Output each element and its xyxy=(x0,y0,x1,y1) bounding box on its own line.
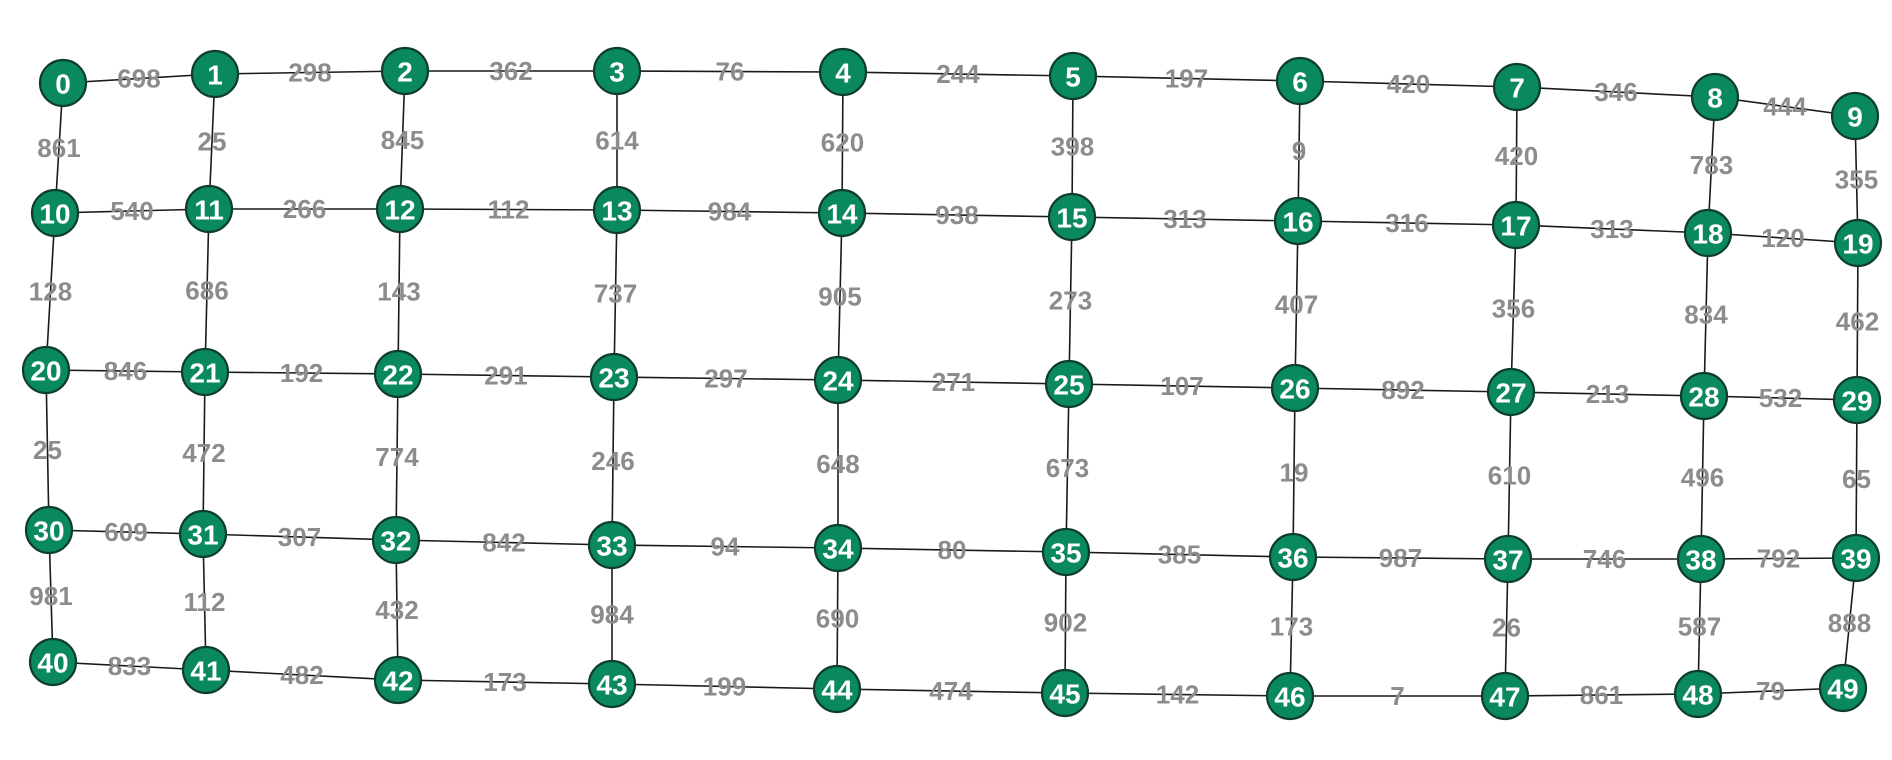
edge-weight-label: 316 xyxy=(1385,208,1429,238)
edge-weight-label: 792 xyxy=(1756,543,1801,574)
edge-weight-label: 65 xyxy=(1842,464,1871,494)
edge-weight-label: 76 xyxy=(715,56,745,87)
node-label: 39 xyxy=(1840,543,1872,575)
edge-weight-label: 19 xyxy=(1279,457,1309,488)
edge-weight-label: 173 xyxy=(1269,611,1314,642)
node-label: 21 xyxy=(189,357,221,389)
edge-weight-label: 313 xyxy=(1163,204,1207,234)
edge-weight-label: 246 xyxy=(591,446,635,476)
edge-weight-label: 981 xyxy=(29,581,73,611)
edge-weight-label: 614 xyxy=(595,125,639,156)
node-33 xyxy=(589,522,635,568)
node-label: 5 xyxy=(1065,61,1081,93)
edge-weight-label: 94 xyxy=(710,531,740,562)
node-12 xyxy=(377,186,423,232)
node-label: 37 xyxy=(1492,544,1524,576)
node-19 xyxy=(1835,220,1881,266)
edge-weight-label: 120 xyxy=(1761,223,1805,253)
node-label: 38 xyxy=(1685,544,1717,576)
edge-weight-label: 905 xyxy=(818,281,862,312)
node-label: 4 xyxy=(835,57,851,89)
node-label: 27 xyxy=(1495,377,1527,409)
node-10 xyxy=(32,190,78,236)
edge-weight-label: 142 xyxy=(1155,679,1200,710)
node-43 xyxy=(589,661,635,707)
edge-weight-label: 9 xyxy=(1291,136,1307,166)
node-label: 3 xyxy=(609,56,625,88)
edge-weight-label: 297 xyxy=(704,363,748,394)
node-37 xyxy=(1485,536,1531,582)
edge-weight-label: 472 xyxy=(182,438,226,468)
edge-weight-label: 213 xyxy=(1585,379,1630,409)
edge-weight-label: 143 xyxy=(377,276,421,307)
node-label: 12 xyxy=(384,194,416,226)
node-27 xyxy=(1488,369,1534,415)
edge-weight-label: 984 xyxy=(707,196,752,227)
edge-weight-label: 686 xyxy=(185,275,229,306)
edge-weight-label: 356 xyxy=(1491,293,1536,324)
edge-weight-label: 173 xyxy=(483,667,527,697)
node-24 xyxy=(815,357,861,403)
edge-weight-label: 80 xyxy=(937,535,967,565)
node-15 xyxy=(1049,194,1095,240)
node-21 xyxy=(182,349,228,395)
edge-weight-label: 291 xyxy=(484,360,528,391)
node-0 xyxy=(40,60,86,106)
edge-weight-label: 25 xyxy=(33,435,62,465)
node-label: 10 xyxy=(39,198,71,230)
node-25 xyxy=(1046,361,1092,407)
edge-weight-label: 892 xyxy=(1381,375,1425,405)
node-label: 43 xyxy=(596,669,628,701)
edge-weight-label: 313 xyxy=(1590,214,1634,244)
node-4 xyxy=(820,49,866,95)
node-label: 47 xyxy=(1489,681,1521,713)
node-42 xyxy=(375,657,421,703)
node-49 xyxy=(1820,665,1866,711)
node-label: 9 xyxy=(1847,101,1863,133)
node-label: 24 xyxy=(822,365,854,397)
edge-weight-label: 444 xyxy=(1763,91,1807,122)
node-label: 49 xyxy=(1827,673,1859,705)
node-label: 26 xyxy=(1279,373,1311,405)
node-label: 20 xyxy=(30,355,62,387)
edge-weight-label: 540 xyxy=(110,196,154,226)
node-label: 23 xyxy=(598,362,630,394)
node-13 xyxy=(594,187,640,233)
node-34 xyxy=(815,525,861,571)
node-label: 46 xyxy=(1274,681,1306,713)
node-22 xyxy=(375,351,421,397)
edge-weight-label: 244 xyxy=(936,59,980,89)
edge-weight-label: 273 xyxy=(1048,285,1093,316)
edge-weight-label: 197 xyxy=(1164,63,1209,94)
edge-weight-label: 420 xyxy=(1386,69,1431,99)
edge-weight-label: 783 xyxy=(1689,150,1734,180)
node-17 xyxy=(1493,202,1539,248)
edge-weight-label: 861 xyxy=(1579,680,1624,710)
edge-weight-label: 833 xyxy=(107,651,152,681)
edge-weight-label: 420 xyxy=(1494,141,1539,171)
node-label: 6 xyxy=(1292,66,1308,98)
edge-weight-label: 266 xyxy=(282,194,327,224)
edge-weight-label: 307 xyxy=(277,522,322,552)
node-label: 32 xyxy=(380,525,412,557)
edge-weight-label: 737 xyxy=(593,278,638,309)
node-1 xyxy=(192,51,238,97)
node-label: 19 xyxy=(1842,228,1874,260)
edge-weight-label: 271 xyxy=(931,367,976,397)
edge-weight-label: 398 xyxy=(1050,131,1095,162)
node-5 xyxy=(1050,53,1096,99)
edge-weight-label: 496 xyxy=(1680,462,1725,493)
node-label: 16 xyxy=(1282,206,1314,238)
node-label: 34 xyxy=(822,533,854,565)
node-label: 36 xyxy=(1277,542,1309,574)
node-32 xyxy=(373,517,419,563)
node-label: 48 xyxy=(1682,679,1714,711)
node-36 xyxy=(1270,534,1316,580)
edge-weight-label: 834 xyxy=(1684,299,1728,330)
node-label: 41 xyxy=(190,655,222,687)
node-label: 25 xyxy=(1053,369,1085,401)
node-44 xyxy=(814,666,860,712)
edge-weight-label: 902 xyxy=(1043,607,1088,638)
node-label: 2 xyxy=(397,56,413,88)
edge-weight-label: 355 xyxy=(1834,164,1879,195)
edge-weight-label: 938 xyxy=(935,200,979,230)
node-label: 33 xyxy=(596,530,628,562)
node-16 xyxy=(1275,198,1321,244)
edge-weight-label: 107 xyxy=(1160,371,1204,401)
edge-weight-label: 192 xyxy=(279,358,324,388)
node-label: 40 xyxy=(37,647,69,679)
node-7 xyxy=(1494,64,1540,110)
edge-weight-label: 199 xyxy=(702,671,747,702)
node-label: 35 xyxy=(1050,537,1082,569)
node-label: 42 xyxy=(382,665,414,697)
node-28 xyxy=(1681,373,1727,419)
edge-weight-label: 79 xyxy=(1756,676,1785,706)
node-3 xyxy=(594,48,640,94)
node-label: 11 xyxy=(194,194,224,226)
node-label: 31 xyxy=(187,519,219,551)
edge-weight-label: 774 xyxy=(375,442,419,472)
node-label: 22 xyxy=(382,359,414,391)
edge-weight-label: 407 xyxy=(1274,289,1319,320)
node-35 xyxy=(1043,529,1089,575)
edge-weight-label: 842 xyxy=(482,527,526,558)
node-47 xyxy=(1482,673,1528,719)
edge-weight-label: 648 xyxy=(816,449,860,479)
node-label: 29 xyxy=(1841,385,1873,417)
edge-weight-label: 362 xyxy=(489,56,533,86)
edge-weight-label: 7 xyxy=(1390,681,1405,711)
node-14 xyxy=(819,190,865,236)
node-label: 15 xyxy=(1056,202,1088,234)
edge-weight-label: 385 xyxy=(1157,539,1202,570)
node-26 xyxy=(1272,365,1318,411)
node-20 xyxy=(23,347,69,393)
edge-weight-label: 845 xyxy=(380,125,425,155)
edge-weight-label: 620 xyxy=(820,127,865,158)
node-40 xyxy=(30,639,76,685)
edge-weight-label: 984 xyxy=(590,599,634,630)
node-11 xyxy=(186,186,232,232)
edge-weight-label: 609 xyxy=(104,517,148,547)
node-8 xyxy=(1692,74,1738,120)
node-31 xyxy=(180,511,226,557)
node-30 xyxy=(26,507,72,553)
edge-weight-label: 128 xyxy=(28,276,73,307)
node-label: 7 xyxy=(1509,72,1525,104)
edge-weights-layer xyxy=(29,56,1879,711)
node-45 xyxy=(1042,670,1088,716)
edge-weight-label: 462 xyxy=(1835,306,1880,337)
edge-weight-label: 610 xyxy=(1487,460,1532,491)
edge-weight-label: 25 xyxy=(197,126,227,157)
node-label: 14 xyxy=(826,198,858,230)
node-9 xyxy=(1832,93,1878,139)
edge-weight-label: 532 xyxy=(1758,383,1803,413)
node-label: 44 xyxy=(821,674,853,706)
node-label: 45 xyxy=(1049,678,1081,710)
edge-weight-label: 987 xyxy=(1378,543,1423,573)
edge-weight-label: 587 xyxy=(1677,611,1722,642)
edge-weight-label: 482 xyxy=(280,660,324,690)
node-label: 13 xyxy=(601,195,633,227)
edge-weight-label: 26 xyxy=(1492,612,1521,643)
node-46 xyxy=(1267,673,1313,719)
node-29 xyxy=(1834,377,1880,423)
edge-weight-label: 112 xyxy=(183,587,226,617)
node-label: 18 xyxy=(1692,218,1724,250)
edge-weight-label: 888 xyxy=(1827,608,1872,638)
node-label: 0 xyxy=(55,68,71,100)
edge-weight-label: 861 xyxy=(37,133,81,163)
node-label: 30 xyxy=(33,515,65,547)
node-label: 1 xyxy=(207,59,223,91)
edge-weight-label: 746 xyxy=(1582,544,1627,574)
node-23 xyxy=(591,354,637,400)
node-2 xyxy=(382,48,428,94)
edge-weight-label: 698 xyxy=(117,63,161,94)
node-label: 28 xyxy=(1688,381,1720,413)
node-6 xyxy=(1277,58,1323,104)
edge-weight-label: 432 xyxy=(375,595,419,625)
node-38 xyxy=(1678,536,1724,582)
edge-weight-label: 346 xyxy=(1594,77,1638,107)
node-39 xyxy=(1833,535,1879,581)
edge-weight-label: 112 xyxy=(487,194,530,225)
node-18 xyxy=(1685,210,1731,256)
edge-weight-label: 846 xyxy=(103,356,148,386)
edge-weight-label: 690 xyxy=(815,603,860,634)
node-label: 17 xyxy=(1500,210,1532,242)
node-41 xyxy=(183,647,229,693)
edge-weight-label: 298 xyxy=(288,57,332,88)
edge-weight-label: 673 xyxy=(1045,453,1090,483)
node-48 xyxy=(1675,671,1721,717)
edge-weight-label: 474 xyxy=(929,676,973,706)
node-label: 8 xyxy=(1707,82,1723,114)
